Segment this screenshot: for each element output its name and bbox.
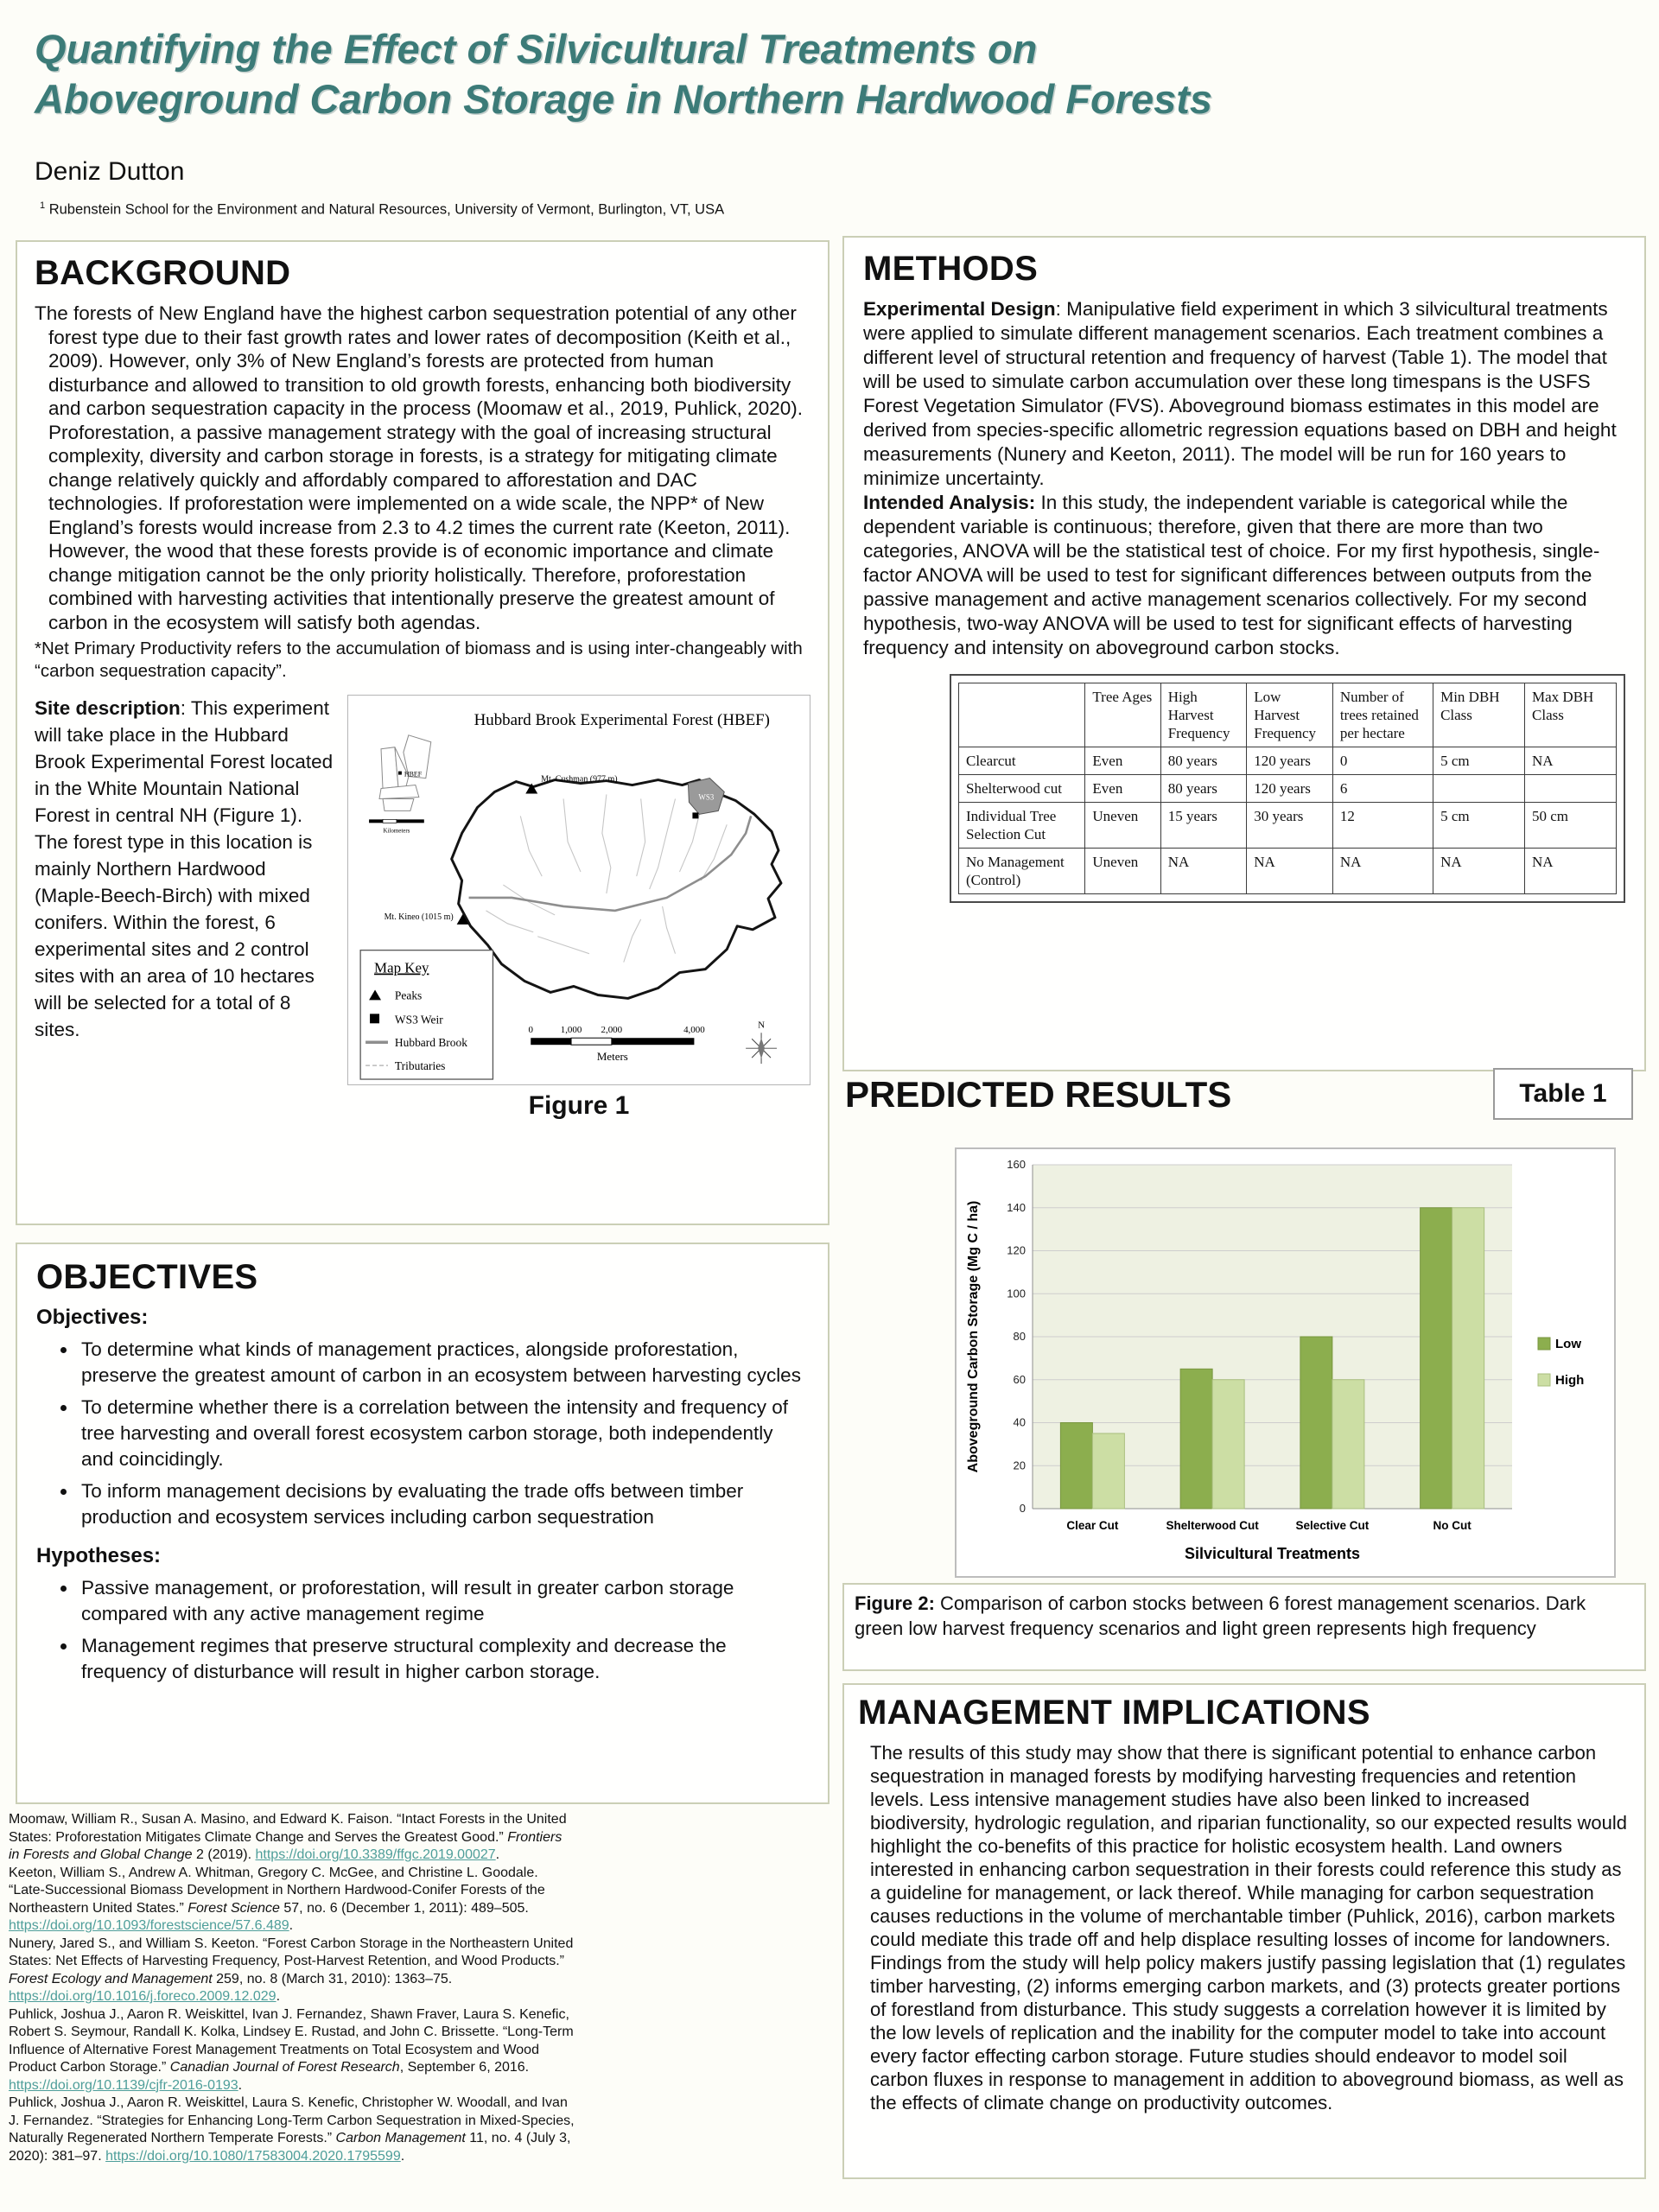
table-cell: 5 cm xyxy=(1433,747,1525,775)
table-cell xyxy=(1525,775,1617,803)
svg-text:20: 20 xyxy=(1013,1459,1026,1472)
reference-item xyxy=(9,1865,575,1936)
peak-cushman-label: Mt. Cushman (977 m) xyxy=(541,774,618,785)
scale-2000: 2,000 xyxy=(601,1025,623,1036)
table-row xyxy=(959,747,1617,775)
map-key-title: Map Key xyxy=(374,959,429,976)
reference-text: Nunery, Jared S., and William S. Keeton. “Forest Carbon Storage in the Northeastern United States: Net Effects of Harvesting Frequency, Post-Harvest Retention, and Wood Products.” xyxy=(9,1936,574,1968)
table-cell: NA xyxy=(1332,849,1433,894)
poster-title-line2: Aboveground Carbon Storage in Northern Hardwood Forests xyxy=(35,76,1213,122)
intended-analysis-paragraph xyxy=(863,491,1625,660)
inset-hbef-marker xyxy=(398,772,402,775)
table-cell: Shelterwood cut xyxy=(959,775,1085,803)
legend-swatch-high xyxy=(1538,1374,1550,1386)
bar-high-3 xyxy=(1452,1208,1484,1509)
table-header-cell: Number of trees retained per hectare xyxy=(1332,683,1433,747)
north-label: N xyxy=(758,1020,766,1031)
north-arrow-icon xyxy=(746,1020,777,1064)
experimental-design-label: Experimental Design xyxy=(863,298,1056,320)
key-peaks-label: Peaks xyxy=(394,988,423,1002)
reference-link[interactable]: https://doi.org/10.1080/17583004.2020.1795599 xyxy=(105,2148,401,2164)
references-list xyxy=(9,1811,575,2165)
background-section xyxy=(16,240,830,1225)
watershed-outline xyxy=(452,780,781,999)
table-cell: Clearcut xyxy=(959,747,1085,775)
reference-journal: Forest Science xyxy=(188,1900,280,1916)
background-body: The forests of New England have the highest carbon sequestration potential of any other forest type due to their fast growth rates and lower rates of decomposition (Keith et al., 2009). However, only 3% of New England’s forests are protected from human disturbance and allowed to transition to old growth forests, enhancing both biodiversity and carbon sequestration capacity in the process (Moomaw et al., 2019, Puhlick, 2020). Proforestation, a passive management strategy with the goal of increasing structural complexity, diversity and carbon storage in forests, is a strategy for mitigating climate change relatively quickly and affordably compared to afforestation and DAC technologies. If proforestation were implemented on a wide scale, the NPP* of New England’s forests would increase from 2.3 to 4.2 times the current rate (Keeton, 2011). However, the wood that these forests provide is of economic importance and climate change mitigation cannot be the only priority holistically. Therefore, proforestation combined with harvesting activities that intentionally preserve the greatest amount of carbon in the ecosystem will satisfy both agendas. xyxy=(35,302,803,633)
hypotheses-label: Hypotheses: xyxy=(36,1544,162,1567)
scale-0: 0 xyxy=(528,1025,533,1036)
table-cell: 30 years xyxy=(1247,803,1333,849)
table-cell: NA xyxy=(1525,849,1617,894)
svg-text:140: 140 xyxy=(1007,1200,1026,1214)
objective-item: • To determine what kinds of management practices, alongside proforestation, preserve the greatest amount of carbon in an ecosystem between harvesting cycles xyxy=(78,1337,809,1389)
reference-text: Moomaw, William R., Susan A. Masino, and Edward K. Faison. “Intact Forests in the United States: Proforestation Mitigates Climate Change and Serves the Greatest Good.” xyxy=(9,1812,567,1845)
reference-text: . xyxy=(238,2077,243,2093)
figure2-caption-label: Figure 2: xyxy=(855,1592,935,1614)
table-header-cell: Low Harvest Frequency xyxy=(1247,683,1333,747)
reference-link[interactable]: https://doi.org/10.1139/cjfr-2016-0193 xyxy=(9,2077,238,2093)
table-cell: 15 years xyxy=(1160,803,1247,849)
hbef-map xyxy=(347,695,810,1085)
key-weir-icon xyxy=(370,1014,379,1023)
reference-text: 259, no. 8 (March 31, 2010): 1363–75. xyxy=(212,1971,453,1986)
table-cell: NA xyxy=(1433,849,1525,894)
reference-text: . xyxy=(289,1918,294,1933)
reference-text: Puhlick, Joshua J., Aaron R. Weiskittel, Laura S. Kenefic, Christopher W. Woodall, and Ivan J. Fernandez. “Strategies for Enhancing Long-Term Carbon Sequestration in Mixed-Species, Naturally Regenerated Northern Temperate Forests.” xyxy=(9,2095,575,2145)
scale-1000: 1,000 xyxy=(560,1025,582,1036)
table-header-cell xyxy=(959,683,1085,747)
author-name: Deniz Dutton xyxy=(35,157,185,186)
table-cell: 6 xyxy=(1332,775,1433,803)
ws3-label: WS3 xyxy=(698,792,715,802)
figure2-caption xyxy=(842,1583,1646,1671)
bar-low-0 xyxy=(1060,1423,1092,1510)
svg-text:40: 40 xyxy=(1013,1415,1026,1429)
table-cell: 80 years xyxy=(1160,775,1247,803)
reference-journal: Canadian Journal of Forest Research xyxy=(169,2060,400,2075)
table-row xyxy=(959,849,1617,894)
affiliation xyxy=(40,200,724,219)
reference-item xyxy=(9,2094,575,2165)
table-cell: 12 xyxy=(1332,803,1433,849)
bar-low-2 xyxy=(1300,1337,1332,1509)
poster-title xyxy=(35,24,1503,124)
scale-4000: 4,000 xyxy=(683,1025,705,1036)
svg-text:120: 120 xyxy=(1007,1243,1026,1257)
table-cell xyxy=(1433,775,1525,803)
svg-text:80: 80 xyxy=(1013,1330,1026,1343)
bar-high-0 xyxy=(1092,1433,1124,1509)
table-cell: NA xyxy=(1160,849,1247,894)
reference-text: . xyxy=(495,1847,500,1862)
table-cell: Even xyxy=(1085,747,1160,775)
table-cell: 5 cm xyxy=(1433,803,1525,849)
bar-chart-svg xyxy=(957,1149,1614,1576)
table-cell: Uneven xyxy=(1085,849,1160,894)
background-heading: BACKGROUND xyxy=(35,254,291,292)
svg-text:100: 100 xyxy=(1007,1287,1026,1300)
inset-map xyxy=(369,735,431,835)
reference-item xyxy=(9,1936,575,2006)
table-row xyxy=(959,775,1617,803)
peak-kineo-label: Mt. Kineo (1015 m) xyxy=(384,912,454,922)
table-header-cell: Min DBH Class xyxy=(1433,683,1525,747)
table-header-cell: High Harvest Frequency xyxy=(1160,683,1247,747)
reference-text: 2 (2019). xyxy=(192,1847,256,1862)
reference-text: , September 6, 2016. xyxy=(399,2060,530,2075)
affiliation-text: Rubenstein School for the Environment and Natural Resources, University of Vermont, Burlington, VT, USA xyxy=(45,201,725,218)
methods-heading: METHODS xyxy=(863,250,1039,288)
reference-text: . xyxy=(276,1989,281,2004)
reference-item xyxy=(9,2006,575,2095)
table-cell: No Management (Control) xyxy=(959,849,1085,894)
map-title: Hubbard Brook Experimental Forest (HBEF) xyxy=(474,710,770,729)
reference-text: . xyxy=(400,2148,405,2164)
reference-text: 57, no. 6 (December 1, 2011): 489–505. xyxy=(279,1900,529,1916)
table-row xyxy=(959,803,1617,849)
reference-link[interactable]: https://doi.org/10.3389/ffgc.2019.00027 xyxy=(255,1847,496,1862)
table-cell: 0 xyxy=(1332,747,1433,775)
bar-low-1 xyxy=(1180,1369,1212,1509)
legend-label-low: Low xyxy=(1555,1337,1581,1351)
reference-journal: Carbon Management xyxy=(335,2131,466,2145)
experimental-design-paragraph xyxy=(863,297,1625,491)
table-header-cell: Tree Ages xyxy=(1085,683,1160,747)
implications-section xyxy=(842,1683,1646,2179)
bar-high-2 xyxy=(1332,1380,1364,1509)
scale-bar xyxy=(529,1025,706,1063)
treatments-table-frame xyxy=(950,674,1625,903)
svg-text:Silvicultural Treatments: Silvicultural Treatments xyxy=(1184,1545,1361,1562)
objective-item: • To inform management decisions by evaluating the trade offs between timber production and ecosystem services including carbon sequestration xyxy=(78,1478,809,1530)
table-cell: 120 years xyxy=(1247,775,1333,803)
implications-body: The results of this study may show that there is significant potential to enhance carbon sequestration in managed forests by modifying harvesting frequencies and retention levels. Less intensive management studies have also been linked to increased biodiversity, hydrologic regulation, and riparian functionality, so our expected results would highlight the co-benefits of this practice for holistic ecosystem health. Land owners interested in enhancing carbon sequestration in their forests could reference this study as a guideline for management, or lack thereof. While managing for carbon sequestration causes reductions in the volume of merchantable timber (Puhlick, 2016), carbon markets could mediate this trade off and help displace resulting losses of income for landowners. Findings from the study will help policy makers justify passing legislation that (1) regulates timber harvesting, (2) informs emerging carbon markets, and (3) protects greater portions of forestland from disturbance. This study suggests a correlation however it is limited by the low levels of replication and the inability for the computer model to take into account every factor effecting carbon storage. Future studies should endeavor to model soil carbon fluxes in response to management in addition to aboveground biomass, as well as the effects of climate change on productivity outcomes. xyxy=(870,1742,1627,2113)
legend-label-high: High xyxy=(1555,1373,1585,1388)
table-cell: 120 years xyxy=(1247,747,1333,775)
hypotheses-list xyxy=(36,1575,809,1685)
table-cell: Uneven xyxy=(1085,803,1160,849)
objective-item: • To determine whether there is a correlation between the intensity and frequency of tree harvesting and overall forest ecosystem carbon storage, both independently and coincidingly. xyxy=(78,1395,809,1472)
y-axis-title: Aboveground Carbon Storage (Mg C / ha) xyxy=(966,1200,981,1473)
intended-analysis-text: In this study, the independent variable is categorical while the dependent variable is continuous; therefore, given that there are more than two categories, ANOVA will be the statistical test of choice. For my first hypothesis, single-factor ANOVA will be used to test for significant differences between outputs from the passive management and active management scenarios collectively. For my second hypothesis, two-way ANOVA will be used to test for significant effects of harvesting frequency and intensity on aboveground carbon stocks. xyxy=(863,492,1600,658)
objectives-section xyxy=(16,1243,830,1804)
intended-analysis-label: Intended Analysis: xyxy=(863,492,1036,513)
methods-section xyxy=(842,236,1646,1071)
affiliation-superscript: 1 xyxy=(40,200,46,211)
svg-text:No Cut: No Cut xyxy=(1433,1519,1471,1532)
figure1-map xyxy=(347,695,810,1121)
table-cell: 80 years xyxy=(1160,747,1247,775)
site-description-row xyxy=(35,695,810,1121)
table1-label: Table 1 xyxy=(1493,1068,1633,1120)
objectives-list xyxy=(36,1337,809,1530)
predicted-results-heading: PREDICTED RESULTS xyxy=(845,1074,1232,1115)
svg-text:60: 60 xyxy=(1013,1372,1026,1386)
map-key xyxy=(360,950,493,1079)
figure2-caption-text: Comparison of carbon stocks between 6 forest management scenarios. Dark green low harvest frequency scenarios and light green represents high frequency xyxy=(855,1592,1586,1639)
table-cell: NA xyxy=(1247,849,1333,894)
implications-heading: MANAGEMENT IMPLICATIONS xyxy=(858,1694,1370,1732)
key-tributaries-label: Tributaries xyxy=(394,1059,446,1073)
svg-text:Selective Cut: Selective Cut xyxy=(1295,1519,1370,1532)
scale-unit: Meters xyxy=(596,1050,628,1064)
figure1-caption: Figure 1 xyxy=(528,1091,630,1120)
table-cell: Individual Tree Selection Cut xyxy=(959,803,1085,849)
site-description-text: : This experiment will take place in the Hubbard Brook Experimental Forest located in the White Mountain National Forest in central NH (Figure 1). The forest type in this location is mainly Northern Hardwood (Maple-Beech-Birch) with mixed conifers. Within the forest, 6 experimental sites and 2 control sites with an area of 10 hectares will be selected for a total of 8 sites. xyxy=(35,697,334,1040)
svg-text:160: 160 xyxy=(1007,1158,1026,1171)
reference-link[interactable]: https://doi.org/10.1093/forestscience/57.6.489 xyxy=(9,1918,289,1933)
table-cell: 50 cm xyxy=(1525,803,1617,849)
treatments-table xyxy=(958,683,1617,894)
reference-journal: Forest Ecology and Management xyxy=(9,1971,213,1986)
site-description xyxy=(35,695,334,1121)
reference-journal: Frontiers in Forests and Global Change xyxy=(9,1829,563,1862)
experimental-design-text: : Manipulative field experiment in which 3 silvicultural treatments were applied to simulate different management scenarios. Each treatment combines a different level of structural retention and frequency of harvest (Table 1). The model that will be used to simulate carbon accumulation over these long timespans is the USFS Forest Vegetation Simulator (FVS). Aboveground biomass estimates in this model are derived from species-specific allometric regression equations based on DBH and height measurements (Nunery and Keeton, 2011). The model will be run for 160 years to minimize uncertainty. xyxy=(863,298,1617,489)
bar-low-3 xyxy=(1421,1208,1452,1509)
figure2-bar-chart xyxy=(955,1147,1616,1578)
svg-text:Shelterwood Cut: Shelterwood Cut xyxy=(1166,1519,1259,1532)
bar-high-1 xyxy=(1212,1380,1244,1509)
objectives-heading: OBJECTIVES xyxy=(36,1258,258,1296)
site-description-label: Site description xyxy=(35,697,181,719)
ws3-weir-marker xyxy=(692,812,698,818)
inset-hbef-label: HBEF xyxy=(404,770,423,779)
reference-item xyxy=(9,1811,575,1865)
hypothesis-item: • Passive management, or proforestation, will result in greater carbon storage compared with any active management regime xyxy=(78,1575,809,1627)
poster-title-line1: Quantifying the Effect of Silvicultural Treatments on xyxy=(35,26,1038,72)
reference-text: Keeton, William S., Andrew A. Whitman, Gregory C. McGee, and Christine L. Goodale. “Late-Successional Biomass Development in Northern Hardwood-Conifer Forests of the Northeastern United States.” xyxy=(9,1865,545,1916)
svg-text:Clear Cut: Clear Cut xyxy=(1066,1519,1119,1532)
table-cell: Even xyxy=(1085,775,1160,803)
reference-link[interactable]: https://doi.org/10.1016/j.foreco.2009.12.029 xyxy=(9,1989,276,2004)
table-header-cell: Max DBH Class xyxy=(1525,683,1617,747)
hypothesis-item: • Management regimes that preserve structural complexity and decrease the frequency of disturbance will result in higher carbon storage. xyxy=(78,1633,809,1685)
objectives-label: Objectives: xyxy=(36,1306,149,1329)
npp-footnote: *Net Primary Productivity refers to the accumulation of biomass and is using inter-changeably with “carbon sequestration capacity”. xyxy=(35,639,803,681)
reference-text: Puhlick, Joshua J., Aaron R. Weiskittel, Ivan J. Fernandez, Shawn Fraver, Laura S. Kenefic, Robert S. Seymour, Randall K. Kolka, Lindsey E. Rustad, and John C. Brissette. “Long-Term Influence of Alternative Forest Management Treatments on Total Ecosystem and Wood Product Carbon Storage.” xyxy=(9,2006,574,2075)
table-cell: NA xyxy=(1525,747,1617,775)
legend-swatch-low xyxy=(1538,1338,1550,1350)
key-weir-label: WS3 Weir xyxy=(394,1013,443,1027)
inset-scale-unit: Kilometers xyxy=(383,827,410,835)
key-brook-label: Hubbard Brook xyxy=(394,1036,467,1050)
reference-text: 11, no. 4 (July 3, 2020): 381–97. xyxy=(9,2131,571,2164)
svg-text:0: 0 xyxy=(1019,1502,1026,1515)
